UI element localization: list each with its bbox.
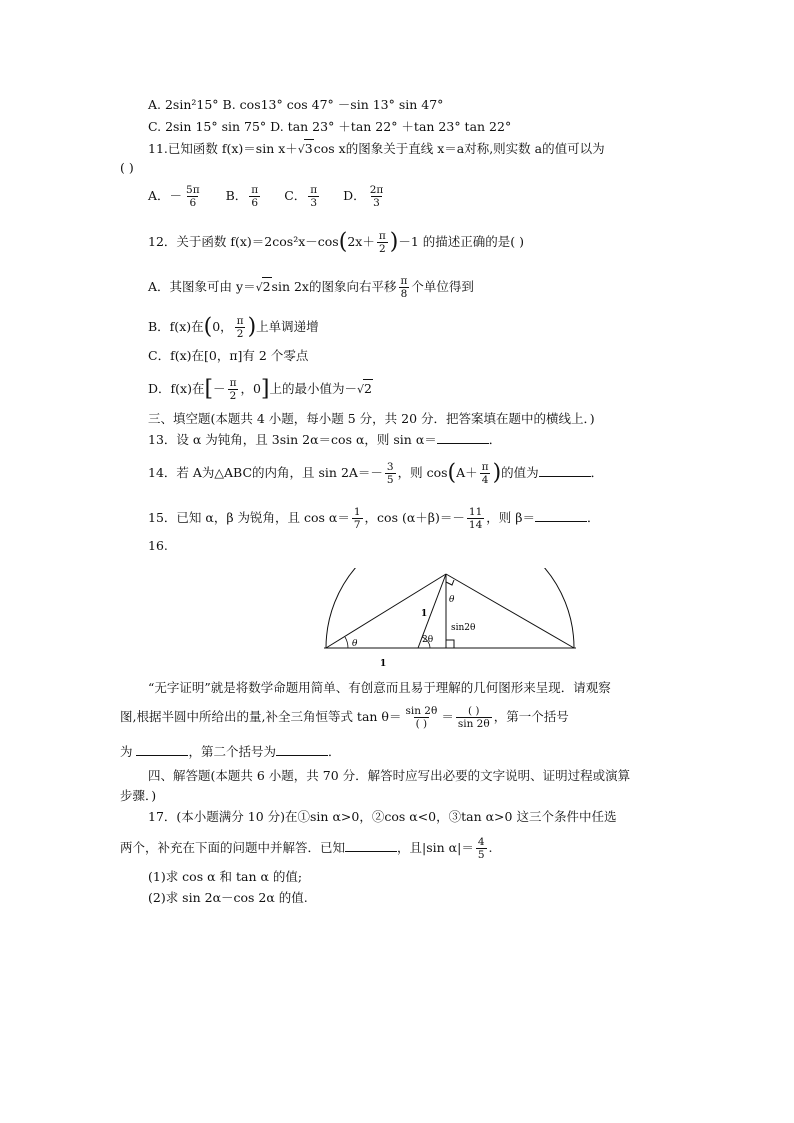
q11-paren: ( ) <box>120 160 134 175</box>
q13-end: ． <box>488 432 502 447</box>
frac-den: ( ) <box>415 718 428 730</box>
two-theta-label: 2θ <box>422 635 434 645</box>
frac-den: 3 <box>310 197 318 209</box>
q16-text2 <box>120 705 569 730</box>
q14-text: 14．若 A为△ABC的内角，且 sin 2A＝－ <box>148 465 383 480</box>
q16-text3b: ，第二个括号为 <box>188 744 276 759</box>
q11-opt-a-label: A．－ <box>148 188 183 203</box>
q12-opt-b-inner: 0， <box>212 319 233 334</box>
q12-inner: 2x＋ <box>347 234 375 249</box>
q15-text3: ，则 β＝ <box>486 510 535 525</box>
q12-opt-d-frac <box>228 377 239 402</box>
q16-text1: “无字证明”就是将数学命题用简单、有创意而且易于理解的几何图形来呈现．请观察 <box>148 680 611 695</box>
q12-opt-d-inner: － <box>213 381 226 396</box>
q14: 14．若 A为△ABC的内角，且 sin 2A＝－ $\frac{3}{5}$ ，则 cos(A＋ $\frac{\pi}{4}$ )的值为 ． <box>148 460 604 486</box>
frac-num: π <box>229 377 237 389</box>
q11-stem: 11.已知函数 f(x)＝sin x＋√3cos x的图象关于直线 x＝a对称,则实数 a的值可以为 <box>148 141 605 156</box>
q16-frac1 <box>403 705 439 730</box>
section3-heading: 三、填空题(本题共 4 小题，每小题 5 分，共 20 分．把答案填在题中的横线上．) <box>148 411 595 426</box>
q15-frac1 <box>352 506 363 531</box>
frac-num: π <box>310 184 318 196</box>
frac-den: 6 <box>251 197 259 209</box>
q12-opt-b-text2: 上单调递增 <box>256 319 319 334</box>
q14-inner: A＋ <box>456 465 478 480</box>
q16-text2b: ，第一个括号 <box>493 709 569 724</box>
hyp-one-label: 1 <box>421 609 428 619</box>
section4-heading-2: 步骤．) <box>120 788 157 803</box>
frac-den: 5 <box>386 474 394 486</box>
q11-opt-a-frac <box>184 184 202 209</box>
frac-num: 3 <box>386 461 394 473</box>
frac-num: π <box>400 275 408 287</box>
q13-text: 13．设 α 为钝角，且 3sin 2α＝cos α，则 sin α＝ <box>148 432 437 447</box>
q15-text2: ，cos (α＋β)＝－ <box>364 510 465 525</box>
frac-num: π <box>251 184 259 196</box>
q13 <box>148 431 501 449</box>
q12-opt-d-text2: 上的最小值为－ <box>269 381 358 396</box>
q11-opt-d-frac <box>368 184 386 209</box>
frac-num: sin 2θ <box>405 705 438 717</box>
q12-opt-a: A．其图象可由 y＝√2sin 2x的图象向右平移 $\frac{\pi}{8}$ 个单位得到 <box>148 275 474 300</box>
frac-den: 7 <box>353 519 361 531</box>
semicircle-arc <box>326 568 574 648</box>
chord-right <box>446 574 574 648</box>
q14-text2: ，则 cos <box>397 465 448 480</box>
answer-blank[interactable] <box>535 509 587 522</box>
q12-opt-d-sqrt: 2 <box>364 381 372 396</box>
answer-blank[interactable] <box>276 743 328 756</box>
q15-end: ． <box>586 510 600 525</box>
q12-opt-c: C．f(x)在[0，π]有 2 个零点 <box>148 348 309 363</box>
answer-blank[interactable] <box>437 431 489 444</box>
q16-frac2 <box>456 705 492 730</box>
answer-blank[interactable] <box>345 839 397 852</box>
q11-sqrt: 3 <box>304 141 313 156</box>
frac-num: ( ) <box>467 705 480 717</box>
frac-den: 8 <box>400 288 408 300</box>
frac-den: 2 <box>229 390 237 402</box>
q12-opt-a-sqrt: 2 <box>262 279 271 294</box>
q12-opt-a-text3: 个单位得到 <box>411 279 474 294</box>
q11-opt-d-label: D． <box>343 188 366 203</box>
frac-den: 4 <box>481 474 489 486</box>
frac-num: π <box>378 230 386 242</box>
top-right-angle-mark <box>446 580 454 585</box>
section4-heading: 四、解答题(本题共 6 小题，共 70 分．解答时应写出必要的文字说明、证明过程或演算 <box>148 768 631 783</box>
q15-text: 15．已知 α，β 为锐角，且 cos α＝ <box>148 510 350 525</box>
q11-opt-c-frac <box>308 184 319 209</box>
q14-text3: 的值为 <box>501 465 539 480</box>
frac-den: 6 <box>189 197 197 209</box>
q11-options <box>148 184 387 209</box>
answer-blank[interactable] <box>136 743 188 756</box>
q14-end: ． <box>590 465 604 480</box>
q17-line1: 17．(本小题满分 10 分)在①sin α>0，②cos α<0，③tan α>0 这三个条件中任选 <box>148 809 617 824</box>
q12-opt-a-frac <box>399 275 410 300</box>
q12-frac <box>377 230 388 255</box>
right-angle-mark <box>446 640 454 648</box>
frac-den: 2 <box>378 243 386 255</box>
theta-top-label: θ <box>449 595 455 605</box>
frac-num: π <box>481 461 489 473</box>
q11-stem-a: 11.已知函数 f(x)＝sin x＋ <box>148 141 298 156</box>
frac-den: 5 <box>477 849 485 861</box>
q10-line2: C. 2sin 15° sin 75° D. tan 23° ＋tan 22° ＋tan 23° tan 22° <box>148 119 512 134</box>
q16-text3c: ． <box>328 744 341 759</box>
q12-opt-b-text: B．f(x)在 <box>148 319 204 334</box>
q11-opt-b-label: B． <box>225 188 248 203</box>
q12-opt-d-text: D．f(x)在 <box>148 381 205 396</box>
frac-num: 5π <box>186 184 200 196</box>
q16-text2a: 图,根据半圆中所给出的量,补全三角恒等式 tan θ＝ <box>120 709 402 724</box>
semicircle-figure <box>320 568 580 678</box>
frac-den: 3 <box>373 197 380 209</box>
q17-line2c: . <box>488 840 493 855</box>
q17-line2a: 两个，补充在下面的问题中并解答．已知 <box>120 840 346 855</box>
q17-sub1: (1)求 cos α 和 tan α 的值; <box>148 869 303 884</box>
q12-stem: 12．关于函数 f(x)＝2cos²x－cos(2x＋ $\frac{\pi}{2}$ )－1 的描述正确的是( ) <box>148 229 524 255</box>
q17-line2 <box>120 836 493 861</box>
q12-opt-b-frac <box>235 315 246 340</box>
q14-frac <box>385 461 396 486</box>
q14-pfrac <box>480 461 491 486</box>
answer-blank[interactable] <box>539 464 591 477</box>
frac-num: 1 <box>353 506 361 518</box>
q11-opt-c-label: C． <box>284 188 307 203</box>
q15-frac2 <box>467 506 484 531</box>
frac-den: 2 <box>236 328 244 340</box>
q17-sub2: (2)求 sin 2α－cos 2α 的值. <box>148 890 308 905</box>
frac-num: π <box>236 315 244 327</box>
q16-label: 16. <box>148 538 168 553</box>
q12-opt-d-inner2: ，0 <box>240 381 261 396</box>
q11-opt-b-frac <box>249 184 260 209</box>
q16-text3 <box>120 743 341 761</box>
frac-num: 11 <box>468 506 483 518</box>
base-one-label: 1 <box>380 659 387 669</box>
angle-arc-left <box>345 637 348 648</box>
q11-stem-b: cos x的图象关于直线 x＝a对称,则实数 a的值可以为 <box>313 141 605 156</box>
q12-opt-a-text2: sin 2x的图象向右平移 <box>271 279 397 294</box>
frac-num: 2π <box>369 184 384 196</box>
q12-stem-b: －1 的描述正确的是( ) <box>398 234 524 249</box>
q12-stem-a: 12．关于函数 f(x)＝2cos²x－cos <box>148 234 339 249</box>
q10-line1: A. 2sin²15° B. cos13° cos 47° －sin 13° sin 47° <box>148 97 444 112</box>
q17-frac <box>476 836 487 861</box>
q12-opt-b: B．f(x)在(0， $\frac{\pi}{2}$ )上单调递增 <box>148 314 319 340</box>
frac-num: 4 <box>477 836 485 848</box>
q16-eq: ＝ <box>441 709 454 724</box>
frac-den: 14 <box>468 519 483 531</box>
q15 <box>148 506 599 531</box>
q17-line2b: ，且|sin α|＝ <box>397 840 474 855</box>
q12-opt-a-text: A．其图象可由 y＝ <box>148 279 256 294</box>
q12-opt-d: D．f(x)在[－ $\frac{\pi}{2}$ ，0]上的最小值为－√2 <box>148 376 372 402</box>
sin2theta-label: sin2θ <box>451 623 476 633</box>
frac-den: sin 2θ <box>457 718 490 730</box>
theta-left-label: θ <box>352 639 358 649</box>
q16-text3a: 为 <box>120 744 137 759</box>
